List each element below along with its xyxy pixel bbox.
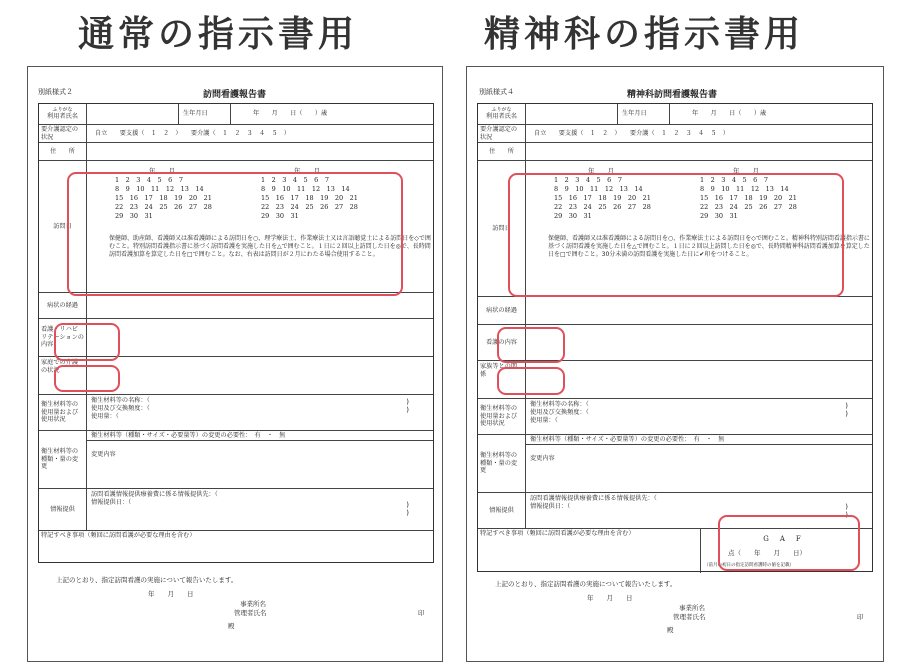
dono-label: 殿: [667, 626, 674, 634]
special-label: 特記すべき事項（頻回に訪問看護が必要な理由を含む）: [41, 532, 196, 539]
change-row: [39, 430, 433, 488]
change-content: 変更内容: [91, 451, 116, 458]
name-row: [478, 104, 872, 124]
visit-note: 保健師、看護師又は准看護師による訪問日を○、作業療法士による訪問日を◇で囲むこと。精神科特別訪問看護指示書に基づく訪問看護を実施した日を△で囲むこと。１日に２回以上訪問した日を◎で、長時間精神科訪問看護加算を算定した日を□で囲むこと。30分未満の訪問看護を実施した日に✔印をつけること。: [548, 235, 870, 258]
change-content: 変更内容: [530, 455, 555, 462]
home-care-label: 家庭での介護の状況: [39, 357, 87, 394]
change-label: 衛生材料等の種類・量の変更: [478, 435, 526, 492]
family-row: [478, 360, 872, 398]
visit-label: 訪問日: [478, 161, 526, 296]
family-label: 家族等との関係: [478, 361, 526, 398]
name-field[interactable]: [87, 104, 179, 124]
care-label: 要介護認定の状況: [478, 125, 526, 142]
visit-label: 訪問日: [39, 161, 87, 292]
patient-name-label: 利用者氏名: [486, 113, 517, 121]
care-row: [478, 124, 872, 142]
info-label: 情報提供: [478, 493, 526, 528]
materials-amount: 使用量：（: [91, 412, 119, 420]
condition-row: [39, 292, 433, 318]
dob-label: 生年月日: [618, 104, 670, 124]
home-care-row: [39, 356, 433, 394]
nursing-label: 看護の内容: [478, 325, 526, 360]
info-date: 情報提供日：（: [91, 498, 132, 506]
care-value: 自立 要支援（ １ ２ ） 要介護（ １ ２ ３ ４ ５ ）: [534, 129, 729, 137]
address-label: 住 所: [39, 143, 87, 160]
form-table: [477, 103, 873, 572]
change-label: 衛生材料等の種類・量の変更: [39, 431, 87, 488]
manager-label: 管理者氏名: [673, 613, 706, 621]
materials-name: 衛生材料等の名称：（: [91, 397, 150, 404]
dono-label: 殿: [228, 622, 235, 630]
calendar-header-1: 年 月: [149, 167, 175, 175]
info-destination: 訪問看護情報提供療養費に係る情報提供先：（: [91, 491, 218, 498]
calendar-header-2: 年 月: [733, 167, 759, 175]
report-date: 年 月 日: [148, 590, 194, 598]
office-label: 事業所名: [240, 600, 266, 608]
calendar-2: 1 2 3 4 5 6 7 8 9 10 11 12 13 14 15 16 17 18 19 20 21 22 23 24 25 26 27 28 29 30 31: [700, 176, 797, 220]
gaf-label: G A F: [763, 535, 803, 543]
info-label: 情報提供: [39, 489, 87, 530]
gaf-note: （前月の初日の指定訪問看護時の値を記載）: [704, 563, 794, 568]
change-row: [478, 434, 872, 492]
info-destination: 訪問看護情報提供療養費に係る情報提供先：（: [530, 495, 657, 502]
special-row: [39, 530, 433, 564]
nursing-rehab-label: 看護・リハビリテーションの内容: [39, 319, 87, 356]
calendar-2: 1 2 3 4 5 6 7 8 9 10 11 12 13 14 15 16 17 18 19 20 21 22 23 24 25 26 27 28 29 30 31: [261, 176, 358, 220]
info-date: 情報提供日：（: [530, 502, 571, 510]
info-row: 情報提供 訪問看護情報提供療養費に係る情報提供先：（ 情報提供日：（ ) ): [478, 492, 872, 528]
care-value: 自立 要支援（ １ ２ ） 要介護（ １ ２ ３ ４ ５ ）: [95, 129, 290, 137]
visit-note: 保健師、助産師、看護師又は准看護師による訪問日を○、理学療法士、作業療法士又は言語聴覚士による訪問日を◇で囲むこと。特別訪問看護指示書に基づく訪問看護を実施した日を△で囲むこと。１日に２回以上訪問した日を◎で、長時間訪問看護加算を算定した日を□で囲むこと。なお、右表は訪問日が２月にわたる場合使用すること。: [109, 235, 431, 258]
condition-row: [478, 296, 872, 324]
calendar-1: 1 2 3 4 5 6 7 8 9 10 11 12 13 14 15 16 17 18 19 20 21 22 23 24 25 26 27 28 29 30 31: [115, 176, 212, 220]
form-table: [38, 103, 434, 563]
dob-value: 年 月 日（ ）歳: [253, 110, 328, 118]
manager-label: 管理者氏名: [234, 609, 267, 617]
form-number: 別紙様式２: [38, 88, 73, 96]
patient-name-label: 利用者氏名: [47, 113, 78, 121]
normal-report-form: [27, 66, 443, 662]
visit-row: [39, 160, 433, 292]
condition-label: 病状の経過: [478, 297, 526, 324]
materials-row: 衛生材料等の使用量および使用状況 衛生材料等の名称：（ 使用及び交換頻度：（ 使用量：（ ) ): [39, 394, 433, 430]
address-row: [39, 142, 433, 160]
visit-row: [478, 160, 872, 296]
seal-label: 印: [857, 613, 864, 621]
address-row: [478, 142, 872, 160]
special-row: [478, 528, 872, 573]
heading-normal: 通常の指示書用: [78, 14, 359, 55]
materials-name: 衛生材料等の名称：（: [530, 401, 589, 408]
gaf-score: 点（ 年 月 日）: [728, 549, 806, 557]
heading-psych: 精神科の指示書用: [484, 14, 805, 55]
materials-label: 衛生材料等の使用量および使用状況: [478, 399, 526, 434]
materials-frequency: 使用及び交換頻度：（: [530, 408, 589, 416]
care-label: 要介護認定の状況: [39, 125, 87, 142]
office-label: 事業所名: [679, 604, 705, 612]
form-title: 精神科訪問看護報告書: [627, 90, 718, 100]
materials-row: 衛生材料等の使用量および使用状況 衛生材料等の名称：（ 使用及び交換頻度：（ 使用量：（ ) ): [478, 398, 872, 434]
condition-label: 病状の経過: [39, 293, 87, 318]
nursing-rehab-row: [39, 318, 433, 356]
calendar-1: 1 2 3 4 5 6 7 8 9 10 11 12 13 14 15 16 17 18 19 20 21 22 23 24 25 26 27 28 29 30 31: [554, 176, 651, 220]
report-statement: 上記のとおり、指定訪問看護の実施について報告いたします。: [56, 576, 238, 584]
furigana-label: ふりがな: [491, 107, 512, 113]
psych-report-form: [466, 66, 884, 662]
seal-label: 印: [418, 609, 425, 617]
dob-label: 生年月日: [179, 104, 231, 124]
address-label: 住 所: [478, 143, 526, 160]
name-row: [39, 104, 433, 124]
dob-value: 年 月 日（ ）歳: [692, 110, 767, 118]
info-row: 情報提供 訪問看護情報提供療養費に係る情報提供先：（ 情報提供日：（ ) ): [39, 488, 433, 530]
report-statement: 上記のとおり、指定訪問看護の実施について報告いたします。: [495, 580, 677, 588]
nursing-row: [478, 324, 872, 360]
name-field[interactable]: [526, 104, 618, 124]
change-necessity: 衛生材料等（種類・サイズ・必要量等）の変更の必要性： 有 ・ 無: [87, 431, 433, 441]
form-title: 訪問看護報告書: [203, 90, 267, 100]
care-row: [39, 124, 433, 142]
special-label: 特記すべき事項（頻回に訪問看護が必要な理由を含む）: [480, 530, 635, 537]
materials-frequency: 使用及び交換頻度：（: [91, 404, 150, 412]
change-necessity: 衛生材料等（種類・サイズ・必要量等）の変更の必要性： 有 ・ 無: [526, 435, 872, 445]
report-date: 年 月 日: [587, 594, 633, 602]
materials-amount: 使用量：（: [530, 416, 558, 424]
materials-label: 衛生材料等の使用量および使用状況: [39, 395, 87, 430]
furigana-label: ふりがな: [52, 107, 73, 113]
calendar-header-2: 年 月: [294, 167, 320, 175]
form-number: 別紙様式４: [479, 88, 514, 96]
calendar-header-1: 年 月: [588, 167, 614, 175]
